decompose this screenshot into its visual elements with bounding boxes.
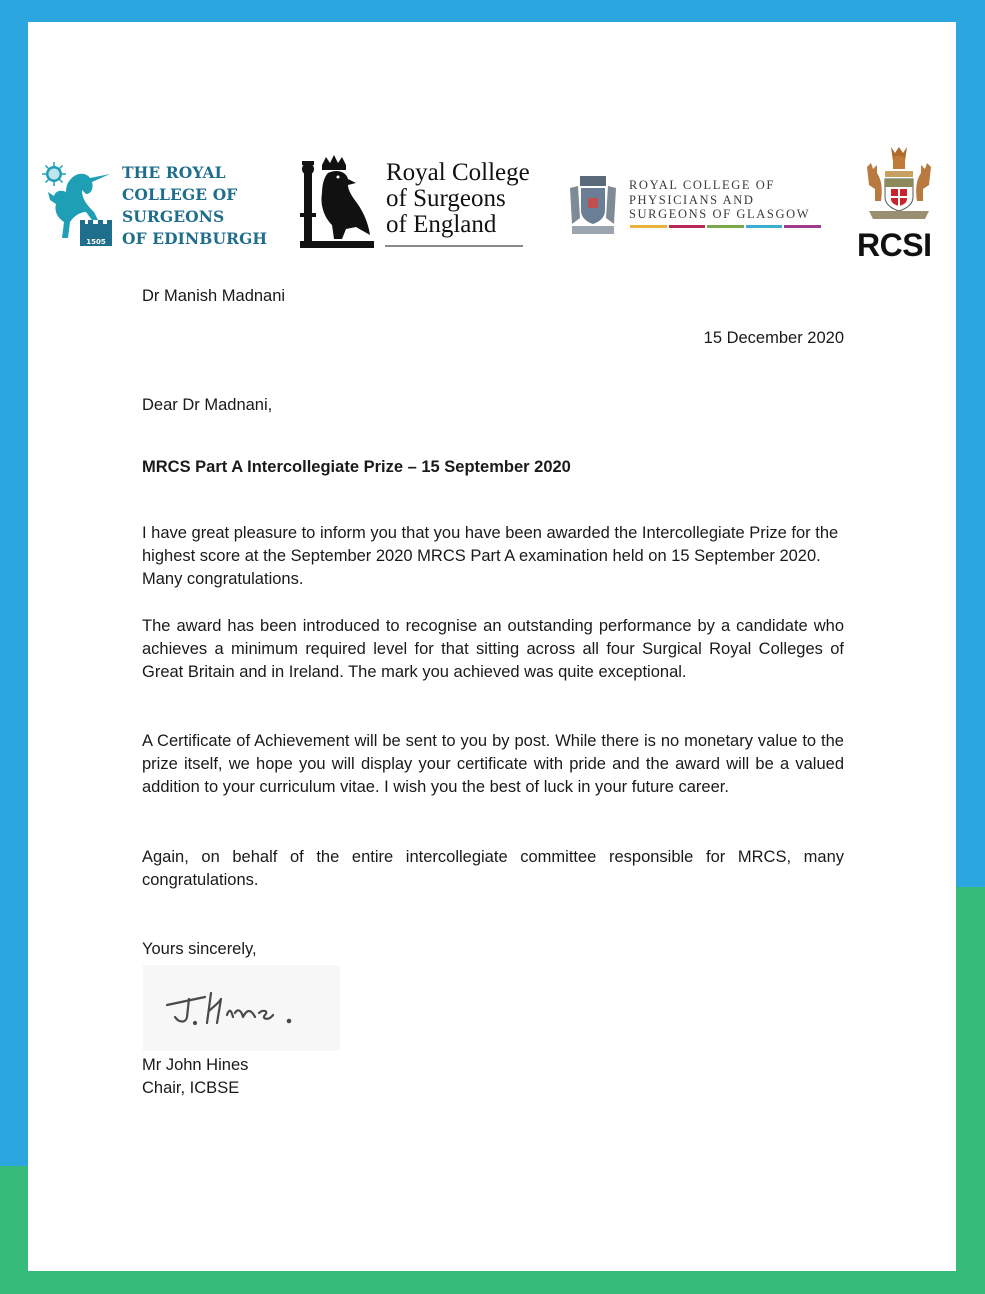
frame-border-right-blue [956,0,985,887]
logo-rcps-glasgow [566,170,826,240]
logo-text [386,160,530,238]
paragraph-certificate: A Certificate of Achievement will be sent to you by post. While there is no monetary value to the prize itself, we hope you will display your certificate with pride and the award will be a valued addition to your curriculum vitae. I wish you the best of luck in your future career. [142,732,844,796]
closing: Yours sincerely, [142,940,257,958]
logo-color-bars [630,225,821,228]
paragraph-congratulations: Again, on behalf of the entire intercollegiate committee responsible for MRCS, many congratulations. [142,848,844,889]
color-bar-yellow [630,225,667,228]
stag-coat-of-arms-icon [863,145,935,225]
logo-line: SURGEONS OF GLASGOW [629,207,811,221]
crowned-eagle-sword-icon [296,155,378,250]
logo-line: OF EDINBURGH [122,229,268,248]
letter-date: 15 December 2020 [703,329,844,347]
paragraph-award-description: The award has been introduced to recognise an outstanding performance by a candidate who achieves a minimum required level for that sitting across all four Surgical Royal Colleges of Great Britain and in Ireland. The mark you achieved was quite exceptional. [142,617,844,681]
logo-line: Royal College [386,159,530,186]
logo-text [629,178,810,222]
handwritten-signature-icon [143,965,340,1051]
logo-rcs-edinburgh [42,160,267,250]
recipient-name: Dr Manish Madnani [142,287,286,305]
frame-border-left-blue [0,0,28,1166]
logo-line: ROYAL COLLEGE OF [629,178,775,192]
logo-text [122,162,267,250]
paragraph-award-notice: I have great pleasure to inform you that you have been awarded the Intercollegiate Prize for the highest score at the September 2020 MRCS Part A examination held on 15 September 2020. Many congratulations. [142,524,839,588]
unicorn-crest-icon [42,160,114,248]
logo-line: PHYSICIANS AND [629,192,755,207]
frame-border-top [0,0,985,22]
color-bar-green [707,225,744,228]
signature [143,965,340,1051]
signer-name: Mr John Hines [142,1056,249,1074]
logo-line: SURGEONS [122,207,225,226]
svg-text:1505: 1505 [86,238,106,246]
logo-line: of Surgeons [386,185,506,212]
salutation: Dear Dr Madnani, [142,396,273,414]
frame-border-right-green [956,887,985,1294]
logo-rcs-england [296,155,530,250]
coat-of-arms-icon [566,174,620,238]
logo-rcsi [855,145,945,265]
subject-line: MRCS Part A Intercollegiate Prize – 15 September 2020 [142,458,571,476]
logo-line: of England [386,211,497,238]
logo-line: THE ROYAL [122,163,226,182]
logo-text: RCSI [857,227,932,263]
signer-title: Chair, ICBSE [142,1079,240,1097]
color-bar-cyan [746,225,783,228]
color-bar-crimson [669,225,706,228]
frame-border-bottom [0,1271,985,1294]
logo-line: COLLEGE OF [122,185,238,204]
logo-underline [385,245,523,247]
color-bar-purple [784,225,821,228]
